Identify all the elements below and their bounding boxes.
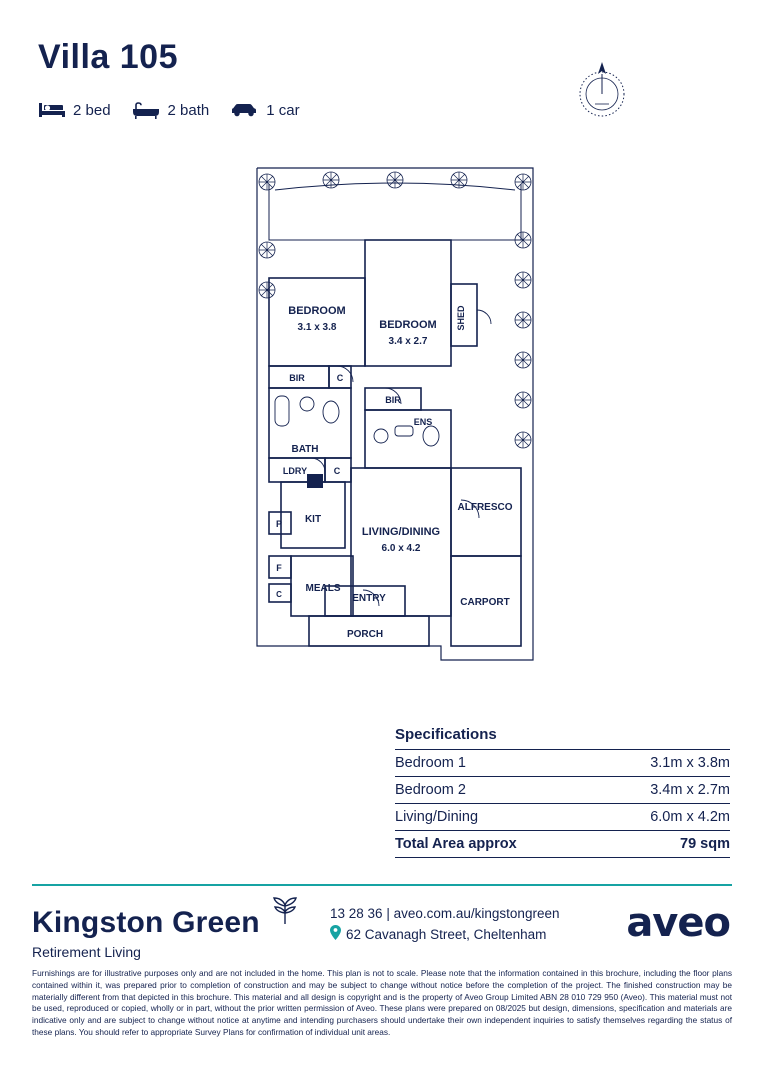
brand-tagline: Retirement Living <box>32 944 141 960</box>
address-text: 62 Cavanagh Street, Cheltenham <box>346 927 547 943</box>
feature-car-label: 1 car <box>266 101 300 119</box>
feature-bath-label: 2 bath <box>167 101 210 119</box>
feature-bed <box>38 100 111 120</box>
spec-label: Bedroom 1 <box>395 750 597 777</box>
contact-block <box>330 904 559 947</box>
brand-name: Kingston Green <box>32 906 260 939</box>
table-row-total <box>395 831 730 858</box>
spec-label: Living/Dining <box>395 804 597 831</box>
feature-summary <box>38 100 310 120</box>
label-p: P <box>275 519 283 529</box>
footer-divider <box>32 884 732 886</box>
contact-row-address <box>330 925 559 947</box>
spec-value: 3.4m x 2.7m <box>597 777 730 804</box>
specifications-panel <box>395 726 730 858</box>
label-c-2: C <box>333 466 341 476</box>
specifications-table <box>395 749 730 858</box>
label-alfresco: ALFRESCO <box>457 502 513 513</box>
specifications-heading: Specifications <box>395 726 497 743</box>
room-bedroom2-name: BEDROOM <box>288 305 346 317</box>
room-bedroom1-dims: 3.4 x 2.7 <box>388 336 428 347</box>
label-ldry: LDRY <box>282 466 308 476</box>
website-link[interactable]: aveo.com.au/kingstongreen <box>393 906 560 921</box>
total-area-label: Total Area approx <box>395 831 597 858</box>
disclaimer-text: Furnishings are for illustrative purposes only and are not included in the home. This plan is not to scale. Please note that the information contained in this brochure, including the floor plans contained within it, was prepared prior to completion of construction and may be subject to change without notice before the completion of the project. The finished construction may be materially different from that depicted in this brochure. This material and all design is copyright and is the property of Aveo Group Limited ABN 28 010 729 950 (Aveo). This material must not be used, reproduced or copied, wholly or in part, without the prior written permission of Aveo. These plans were prepared on 08/2025 but design, dimensions, specification and materials are indicative only and are subject to change without notice at anytime and intending purchasers should undertake their own independent inquiries to satisfy themselves regarding the status of these plans. You should refer to appropriate Survey Plans for confirmation of individual unit areas. <box>32 968 732 1037</box>
phone-number[interactable]: 13 28 36 <box>330 906 383 921</box>
spec-value: 6.0m x 4.2m <box>597 804 730 831</box>
feature-car <box>229 101 299 119</box>
table-row <box>395 750 730 777</box>
room-bedroom2-dims: 3.1 x 3.8 <box>297 322 337 333</box>
label-shed: SHED <box>456 305 466 331</box>
room-living-name: LIVING/DINING <box>361 526 441 538</box>
room-living-dims: 6.0 x 4.2 <box>381 543 421 554</box>
spec-value: 3.1m x 3.8m <box>597 750 730 777</box>
label-c-1: C <box>336 373 344 383</box>
location-pin-icon <box>330 925 341 947</box>
aveo-logo: aveo <box>626 900 730 946</box>
spec-label: Bedroom 2 <box>395 777 597 804</box>
floor-plan <box>245 160 545 670</box>
table-row <box>395 777 730 804</box>
room-bedroom1-name: BEDROOM <box>379 319 437 331</box>
label-meals: MEALS <box>305 583 341 594</box>
brand-block <box>32 906 260 960</box>
car-icon <box>229 101 259 119</box>
label-porch: PORCH <box>346 629 384 640</box>
label-f: F <box>276 563 282 573</box>
page-title: Villa 105 <box>38 38 178 76</box>
feature-bath <box>131 100 210 120</box>
label-bir-1: BIR <box>289 373 305 383</box>
label-entry: ENTRY <box>352 593 386 604</box>
leaf-icon <box>268 896 302 931</box>
feature-bed-label: 2 bed <box>73 101 111 119</box>
label-c-3: C <box>276 590 282 599</box>
label-ens: ENS <box>413 417 433 427</box>
table-row <box>395 804 730 831</box>
label-kit: KIT <box>304 514 322 525</box>
label-carport: CARPORT <box>460 597 510 608</box>
label-bir-2: BIR <box>385 395 401 405</box>
separator: | <box>386 906 390 921</box>
compass-north-icon <box>575 60 629 122</box>
label-bath: BATH <box>291 444 319 455</box>
bed-icon <box>38 100 66 120</box>
contact-row-phone <box>330 904 559 925</box>
bath-icon <box>131 100 161 120</box>
total-area-value: 79 sqm <box>597 831 730 858</box>
